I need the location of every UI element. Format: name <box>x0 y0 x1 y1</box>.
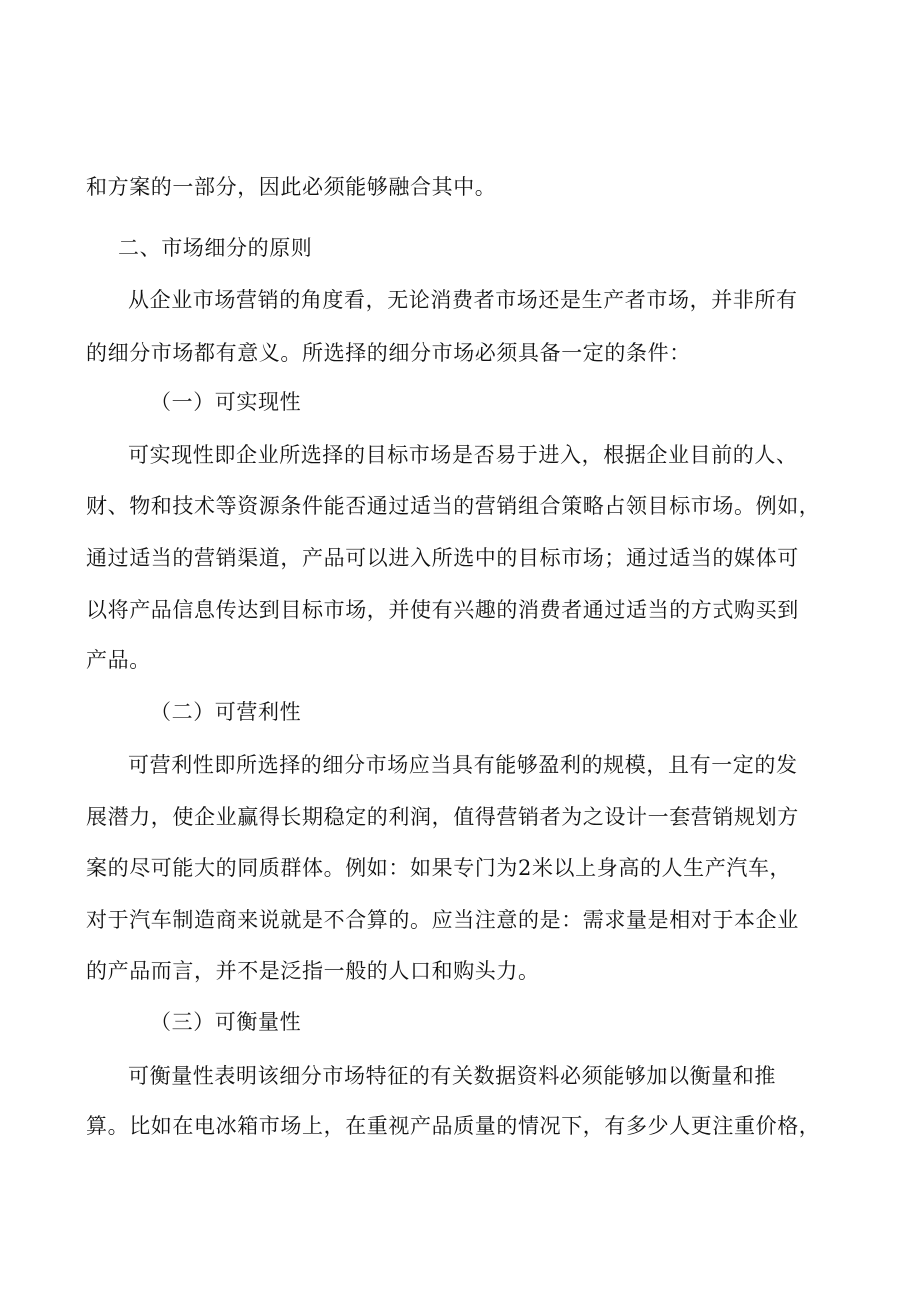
paragraph-line: 的产品而言，并不是泛指一般的人口和购头力。 <box>86 959 540 983</box>
paragraph-line: 和方案的一部分，因此必须能够融合其中。 <box>86 175 497 199</box>
paragraph-line: 从企业市场营销的角度看，无论消费者市场还是生产者市场，并非所有 <box>128 288 798 312</box>
paragraph-line: 展潜力，使企业赢得长期稳定的利润，值得营销者为之设计一套营销规划方 <box>86 805 799 829</box>
paragraph-line: 通过适当的营销渠道，产品可以进入所选中的目标市场；通过适当的媒体可 <box>86 546 799 570</box>
subsection-heading: （三）可衡量性 <box>150 1010 302 1034</box>
paragraph-line: 财、物和技术等资源条件能否通过适当的营销组合策略占领目标市场。例如， <box>86 494 821 518</box>
subsection-heading: （二）可营利性 <box>150 700 302 724</box>
paragraph-line: 可实现性即企业所选择的目标市场是否易于进入，根据企业目前的人、 <box>128 443 798 467</box>
paragraph-line: 案的尽可能大的同质群体。例如：如果专门为2米以上身高的人生产汽车， <box>86 856 792 880</box>
paragraph-line: 以将产品信息传达到目标市场，并使有兴趣的消费者通过适当的方式购买到 <box>86 598 799 622</box>
subsection-heading: （一）可实现性 <box>150 390 302 414</box>
paragraph-line: 产品。 <box>86 648 151 672</box>
section-heading: 二、市场细分的原则 <box>118 236 313 260</box>
paragraph-line: 可营利性即所选择的细分市场应当具有能够盈利的规模，且有一定的发 <box>128 753 798 777</box>
paragraph-line: 可衡量性表明该细分市场特征的有关数据资料必须能够加以衡量和推 <box>128 1064 776 1088</box>
paragraph-line: 的细分市场都有意义。所选择的细分市场必须具备一定的条件： <box>86 341 691 365</box>
paragraph-line: 算。比如在电冰箱市场上，在重视产品质量的情况下，有多少人更注重价格， <box>86 1114 821 1138</box>
paragraph-line: 对于汽车制造商来说就是不合算的。应当注意的是：需求量是相对于本企业 <box>86 908 799 932</box>
